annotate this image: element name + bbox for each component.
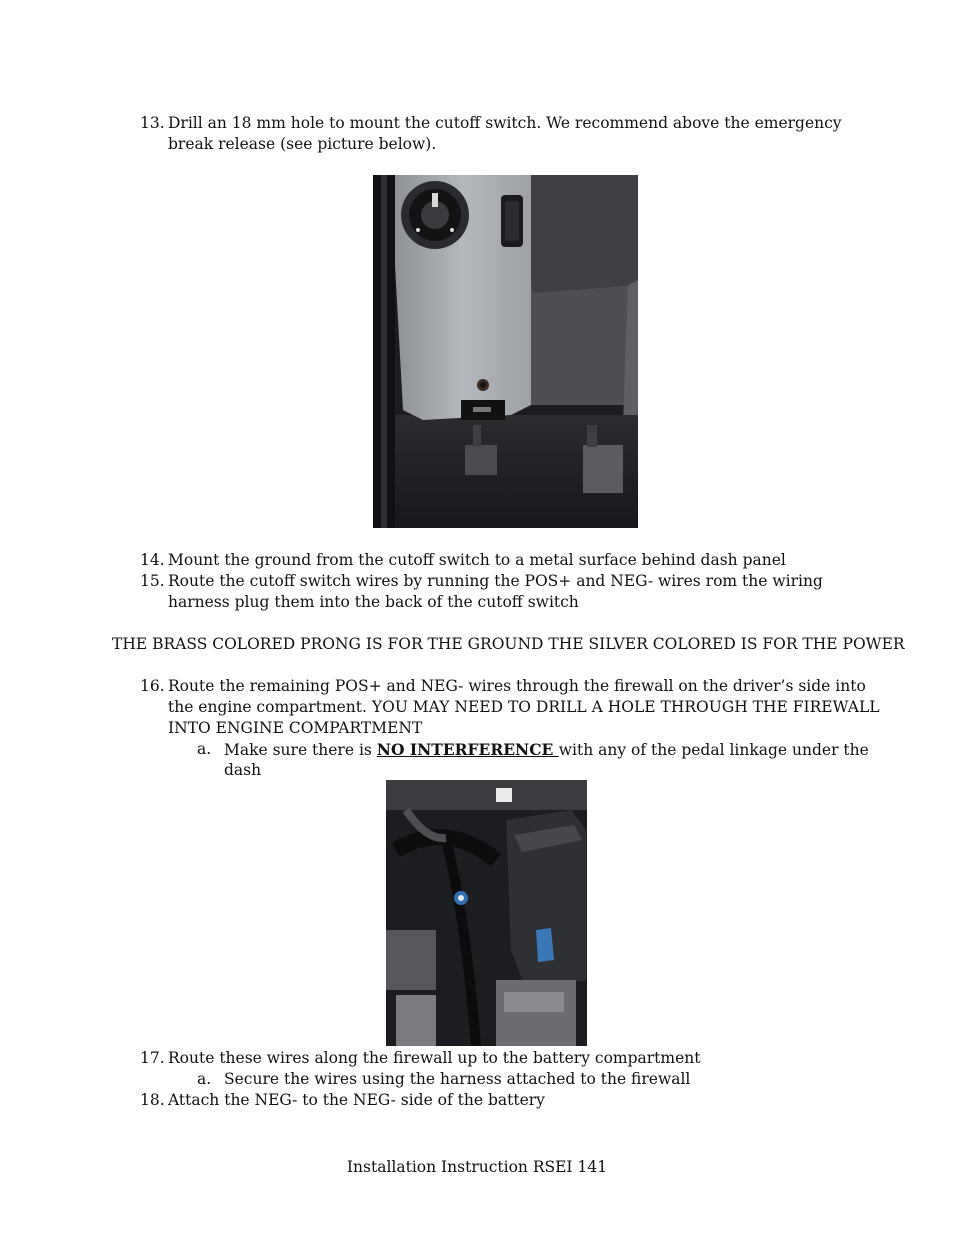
step-13-text: Drill an 18 mm hole to mount the cutoff switch. We recommend above the emergency	[168, 114, 842, 132]
step-17a-letter: a.	[197, 1070, 212, 1088]
page-footer: Installation Instruction RSEI 141	[346, 1158, 608, 1176]
step-15-text-cont: harness plug them into the back of the cutoff switch	[168, 593, 579, 611]
step-16a-post: with any of the pedal linkage under the	[558, 741, 869, 759]
step-16-text-cont-1: the engine compartment. YOU MAY NEED TO DRILL A HOLE THROUGH THE FIREWALL	[168, 698, 880, 716]
step-13-text-cont: break release (see picture below).	[168, 135, 437, 153]
step-16a-letter: a.	[197, 740, 212, 758]
engine-compartment-photo	[386, 780, 587, 1046]
step-16a-text	[224, 739, 869, 761]
step-16-text-cont-2: INTO ENGINE COMPARTMENT	[168, 719, 423, 737]
step-15-text: Route the cutoff switch wires by running the POS+ and NEG- wires rom the wiring	[168, 572, 823, 590]
step-13-number: 13.	[140, 114, 165, 132]
dashboard-switch-photo	[373, 175, 638, 528]
step-17-number: 17.	[140, 1049, 165, 1067]
step-18-text: Attach the NEG- to the NEG- side of the battery	[168, 1091, 545, 1109]
no-interference-emphasis: NO INTERFERENCE	[376, 740, 559, 759]
prong-note: THE BRASS COLORED PRONG IS FOR THE GROUND THE SILVER COLORED IS FOR THE POWER	[112, 635, 905, 653]
step-17-text: Route these wires along the firewall up to the battery compartment	[168, 1049, 701, 1067]
step-16-number: 16.	[140, 677, 165, 695]
step-17a-text: Secure the wires using the harness attached to the firewall	[224, 1070, 691, 1088]
step-16a-pre: Make sure there is	[224, 741, 377, 759]
step-14-number: 14.	[140, 551, 165, 569]
step-16-text: Route the remaining POS+ and NEG- wires through the firewall on the driver’s side into	[168, 677, 866, 695]
step-15-number: 15.	[140, 572, 165, 590]
step-14-text: Mount the ground from the cutoff switch to a metal surface behind dash panel	[168, 551, 786, 569]
step-16a-text-cont: dash	[224, 761, 262, 779]
step-18-number: 18.	[140, 1091, 165, 1109]
